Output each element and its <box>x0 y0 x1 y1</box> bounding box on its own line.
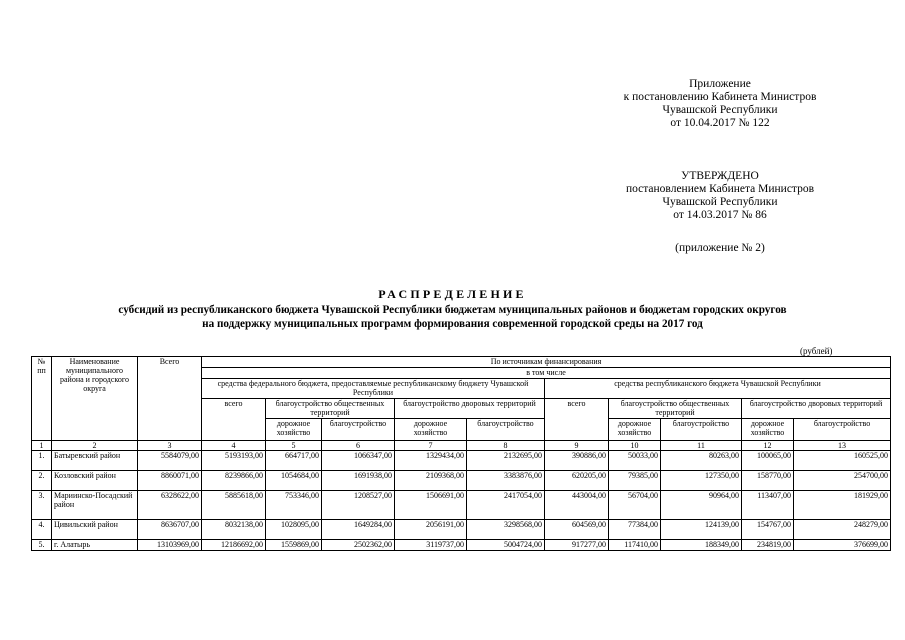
row-value: 127350,00 <box>661 471 742 491</box>
row-value: 77384,00 <box>609 520 661 540</box>
header-improvement: благоустройство <box>467 419 545 441</box>
row-value: 160525,00 <box>794 451 891 471</box>
row-number: 3. <box>32 491 52 520</box>
header-fed-public: благоустройство общественных территорий <box>266 399 395 419</box>
row-name: Козловский район <box>52 471 138 491</box>
table-row <box>32 540 891 551</box>
column-number: 1 <box>32 441 52 451</box>
column-number: 7 <box>395 441 467 451</box>
row-value: 79385,00 <box>609 471 661 491</box>
units-label: (рублей) <box>800 346 833 356</box>
appendix-line: от 10.04.2017 № 122 <box>670 117 770 129</box>
row-value: 154767,00 <box>742 520 794 540</box>
row-value: 1329434,00 <box>395 451 467 471</box>
appendix-line: Чувашской Республики <box>662 104 778 116</box>
row-value: 124139,00 <box>661 520 742 540</box>
header-rep-public: благоустройство общественных территорий <box>609 399 742 419</box>
row-value: 2417054,00 <box>467 491 545 520</box>
row-value: 917277,00 <box>545 540 609 551</box>
column-number: 13 <box>794 441 891 451</box>
row-value: 1506691,00 <box>395 491 467 520</box>
row-number: 5. <box>32 540 52 551</box>
row-value: 5885618,00 <box>202 491 266 520</box>
row-number: 4. <box>32 520 52 540</box>
row-value: 3383876,00 <box>467 471 545 491</box>
row-value: 234819,00 <box>742 540 794 551</box>
row-value: 254700,00 <box>794 471 891 491</box>
table-row <box>32 491 891 520</box>
row-name: Батыревский район <box>52 451 138 471</box>
column-number: 12 <box>742 441 794 451</box>
header-road: дорожное хозяйство <box>266 419 322 441</box>
header-fed-total: всего <box>202 399 266 441</box>
header-rep-total: всего <box>545 399 609 441</box>
header-road: дорожное хозяйство <box>395 419 467 441</box>
header-rep-yard: благоустройство дворовых территорий <box>742 399 891 419</box>
row-name: Мариинско-Посадский район <box>52 491 138 520</box>
row-value: 1028095,00 <box>266 520 322 540</box>
appendix-line: к постановлению Кабинета Министров <box>623 91 817 103</box>
table-row <box>32 451 891 471</box>
row-number: 2. <box>32 471 52 491</box>
annex-note: (приложение № 2) <box>675 242 765 254</box>
row-total: 6328622,00 <box>138 491 202 520</box>
row-value: 1208527,00 <box>322 491 395 520</box>
row-value: 3119737,00 <box>395 540 467 551</box>
row-value: 181929,00 <box>794 491 891 520</box>
column-number-row <box>32 441 891 451</box>
column-number: 4 <box>202 441 266 451</box>
table-row <box>32 471 891 491</box>
row-name: Цивильский район <box>52 520 138 540</box>
header-republic: средства республиканского бюджета Чувашской Республики <box>545 379 891 399</box>
row-value: 8032138,00 <box>202 520 266 540</box>
row-value: 2056191,00 <box>395 520 467 540</box>
row-value: 158770,00 <box>742 471 794 491</box>
row-value: 90964,00 <box>661 491 742 520</box>
approved-line: УТВЕРЖДЕНО <box>681 170 759 182</box>
column-number: 8 <box>467 441 545 451</box>
header-fed-yard: благоустройство дворовых территорий <box>395 399 545 419</box>
column-number: 9 <box>545 441 609 451</box>
header-federal: средства федерального бюджета, предоставляемые республиканскому бюджету Чувашской Республики <box>202 379 545 399</box>
row-name: г. Алатырь <box>52 540 138 551</box>
header-road: дорожное хозяйство <box>609 419 661 441</box>
row-total: 5584079,00 <box>138 451 202 471</box>
document-subtitle <box>30 303 875 331</box>
row-value: 1054684,00 <box>266 471 322 491</box>
appendix-line: Приложение <box>689 78 751 90</box>
row-value: 390886,00 <box>545 451 609 471</box>
row-value: 248279,00 <box>794 520 891 540</box>
row-value: 1559869,00 <box>266 540 322 551</box>
row-total: 8636707,00 <box>138 520 202 540</box>
row-value: 188349,00 <box>661 540 742 551</box>
row-value: 5004724,00 <box>467 540 545 551</box>
row-value: 8239866,00 <box>202 471 266 491</box>
row-total: 8860071,00 <box>138 471 202 491</box>
column-number: 10 <box>609 441 661 451</box>
row-value: 117410,00 <box>609 540 661 551</box>
row-value: 56704,00 <box>609 491 661 520</box>
header-road: дорожное хозяйство <box>742 419 794 441</box>
header-improvement: благоустройство <box>322 419 395 441</box>
row-value: 2132695,00 <box>467 451 545 471</box>
subtitle-line: субсидий из республиканского бюджета Чувашской Республики бюджетам муниципальных районов и бюджетам городских округов <box>118 304 787 316</box>
header-total: Всего <box>138 357 202 441</box>
row-value: 753346,00 <box>266 491 322 520</box>
row-value: 1649284,00 <box>322 520 395 540</box>
approved-block <box>560 170 880 222</box>
column-number: 11 <box>661 441 742 451</box>
subtitle-line: на поддержку муниципальных программ формирования современной городской среды на 2017 год <box>202 318 703 330</box>
row-value: 100065,00 <box>742 451 794 471</box>
row-value: 604569,00 <box>545 520 609 540</box>
row-value: 1066347,00 <box>322 451 395 471</box>
row-value: 50033,00 <box>609 451 661 471</box>
row-value: 664717,00 <box>266 451 322 471</box>
row-total: 13103969,00 <box>138 540 202 551</box>
row-value: 376699,00 <box>794 540 891 551</box>
row-value: 3298568,00 <box>467 520 545 540</box>
header-sources: По источникам финансирования <box>202 357 891 368</box>
distribution-table <box>31 356 891 551</box>
header-name: Наименование муниципального района и городского округа <box>52 357 138 441</box>
header-including: в том числе <box>202 368 891 379</box>
document-title: РАСПРЕДЕЛЕНИЕ <box>378 287 527 301</box>
approved-line: от 14.03.2017 № 86 <box>673 209 767 221</box>
column-number: 3 <box>138 441 202 451</box>
row-value: 12186692,00 <box>202 540 266 551</box>
row-number: 1. <box>32 451 52 471</box>
row-value: 80263,00 <box>661 451 742 471</box>
row-value: 2502362,00 <box>322 540 395 551</box>
column-number: 5 <box>266 441 322 451</box>
row-value: 113407,00 <box>742 491 794 520</box>
header-no: № пп <box>32 357 52 441</box>
row-value: 443004,00 <box>545 491 609 520</box>
row-value: 2109368,00 <box>395 471 467 491</box>
approved-line: Чувашской Республики <box>662 196 778 208</box>
row-value: 620205,00 <box>545 471 609 491</box>
table-row <box>32 520 891 540</box>
header-improvement: благоустройство <box>794 419 891 441</box>
row-value: 1691938,00 <box>322 471 395 491</box>
approved-line: постановлением Кабинета Министров <box>625 183 815 195</box>
header-improvement: благоустройство <box>661 419 742 441</box>
row-value: 5193193,00 <box>202 451 266 471</box>
appendix-block <box>560 78 880 130</box>
column-number: 6 <box>322 441 395 451</box>
column-number: 2 <box>52 441 138 451</box>
